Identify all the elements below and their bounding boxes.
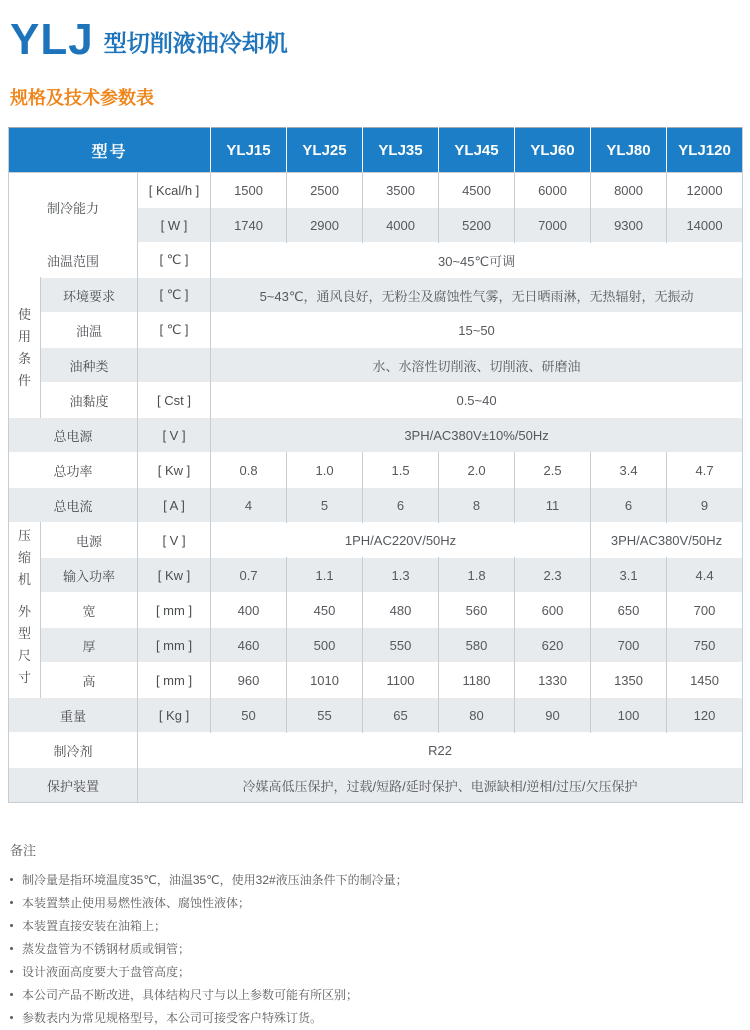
table-body xyxy=(9,173,743,803)
row-label: 油种类 xyxy=(41,348,138,383)
cell-value: 750 xyxy=(667,628,743,663)
table-row xyxy=(9,768,743,803)
cell-value-span: 5~43℃，通风良好，无粉尘及腐蚀性气雾，无日晒雨淋，无热辐射，无振动 xyxy=(211,278,743,313)
cell-value: 9 xyxy=(667,488,743,523)
cell-value: 0.8 xyxy=(211,453,287,488)
row-label: 输入功率 xyxy=(41,558,138,593)
cell-value: 2500 xyxy=(287,173,363,208)
col-header: YLJ15 xyxy=(211,128,287,173)
row-label: 保护装置 xyxy=(9,768,138,803)
row-group-label: 压缩机 xyxy=(9,523,41,593)
col-header: YLJ35 xyxy=(363,128,439,173)
row-unit: [ mm ] xyxy=(138,628,211,663)
row-group-label: 外型尺寸 xyxy=(9,593,41,698)
table-row xyxy=(9,523,743,558)
cell-value: 1350 xyxy=(591,663,667,698)
cell-value-span: 1PH/AC220V/50Hz xyxy=(211,523,591,558)
cell-value: 3500 xyxy=(363,173,439,208)
note-item xyxy=(10,961,730,983)
row-label: 制冷剂 xyxy=(9,733,138,768)
cell-value: 4000 xyxy=(363,208,439,243)
note-item xyxy=(10,938,730,960)
row-label: 宽 xyxy=(41,593,138,628)
row-label: 高 xyxy=(41,663,138,698)
table-row xyxy=(9,488,743,523)
note-item xyxy=(10,984,730,1006)
note-text: 本公司产品不断改进，具体结构尺寸与以上参数可能有所区别； xyxy=(22,988,359,1002)
cell-value: 650 xyxy=(591,593,667,628)
row-unit: [ V ] xyxy=(138,418,211,453)
note-text: 设计液面高度要大于盘管高度； xyxy=(22,965,191,979)
row-unit: [ mm ] xyxy=(138,663,211,698)
col-header: YLJ120 xyxy=(667,128,743,173)
cell-value: 2900 xyxy=(287,208,363,243)
row-label: 油温 xyxy=(41,313,138,348)
table-row xyxy=(9,733,743,768)
page-title xyxy=(10,15,288,64)
cell-value: 1500 xyxy=(211,173,287,208)
cell-value: 1180 xyxy=(439,663,515,698)
bullet-icon xyxy=(10,1016,13,1019)
cell-value: 1.8 xyxy=(439,558,515,593)
cell-value: 580 xyxy=(439,628,515,663)
cell-value: 1.3 xyxy=(363,558,439,593)
row-unit: [ Kw ] xyxy=(138,558,211,593)
cell-value: 600 xyxy=(515,593,591,628)
row-label: 总电流 xyxy=(9,488,138,523)
note-text: 蒸发盘管为不锈钢材质或铜管； xyxy=(22,942,191,956)
cell-value-span: 30~45℃可调 xyxy=(211,243,743,278)
cell-value: 6000 xyxy=(515,173,591,208)
table-row xyxy=(9,278,743,313)
cell-value: 90 xyxy=(515,698,591,733)
row-unit: [ Kcal/h ] xyxy=(138,173,211,208)
section-title: 规格及技术参数表 xyxy=(10,88,154,108)
cell-value: 120 xyxy=(667,698,743,733)
note-text: 制冷量是指环境温度35℃，油温35℃，使用32#液压油条件下的制冷量； xyxy=(22,873,408,887)
bullet-icon xyxy=(10,924,13,927)
notes-title: 备注 xyxy=(10,843,37,858)
cell-value: 0.7 xyxy=(211,558,287,593)
row-unit: [ ℃ ] xyxy=(138,278,211,313)
row-group-label: 使用条件 xyxy=(9,278,41,418)
table-row xyxy=(9,558,743,593)
page-title-text: 型切削液油冷却机 xyxy=(103,30,288,56)
note-item xyxy=(10,892,730,914)
cell-value: 65 xyxy=(363,698,439,733)
bullet-icon xyxy=(10,947,13,950)
row-label: 油温范围 xyxy=(9,243,138,278)
cell-value: 4 xyxy=(211,488,287,523)
cell-value: 4.4 xyxy=(667,558,743,593)
table-row xyxy=(9,383,743,418)
row-label: 环境要求 xyxy=(41,278,138,313)
cell-value: 560 xyxy=(439,593,515,628)
cell-value: 480 xyxy=(363,593,439,628)
cell-value: 1100 xyxy=(363,663,439,698)
cell-value: 500 xyxy=(287,628,363,663)
cell-value-span: 3PH/AC380V/50Hz xyxy=(591,523,743,558)
page-title-model: YLJ xyxy=(10,15,94,64)
bullet-icon xyxy=(10,993,13,996)
cell-value: 1450 xyxy=(667,663,743,698)
cell-value-span: 15~50 xyxy=(211,313,743,348)
notes-list xyxy=(10,869,730,1029)
bullet-icon xyxy=(10,878,13,881)
table-row xyxy=(9,593,743,628)
table-row xyxy=(9,453,743,488)
cell-value: 1.1 xyxy=(287,558,363,593)
note-item xyxy=(10,869,730,891)
row-label: 制冷能力 xyxy=(9,173,138,243)
cell-value: 3.4 xyxy=(591,453,667,488)
note-text: 本装置直接安装在油箱上； xyxy=(22,919,167,933)
note-item xyxy=(10,1007,730,1029)
note-text: 参数表内为常见规格型号，本公司可接受客户特殊订货。 xyxy=(22,1011,323,1025)
cell-value: 550 xyxy=(363,628,439,663)
cell-value: 2.0 xyxy=(439,453,515,488)
row-label: 油黏度 xyxy=(41,383,138,418)
cell-value: 2.5 xyxy=(515,453,591,488)
cell-value: 460 xyxy=(211,628,287,663)
cell-value: 3.1 xyxy=(591,558,667,593)
cell-value: 400 xyxy=(211,593,287,628)
cell-value: 55 xyxy=(287,698,363,733)
row-unit: [ ℃ ] xyxy=(138,243,211,278)
cell-value: 620 xyxy=(515,628,591,663)
cell-value: 1010 xyxy=(287,663,363,698)
table-row xyxy=(9,698,743,733)
spec-table xyxy=(8,127,743,803)
row-unit: [ V ] xyxy=(138,523,211,558)
table-row xyxy=(9,173,743,208)
cell-value: 5200 xyxy=(439,208,515,243)
table-row xyxy=(9,313,743,348)
cell-value: 6 xyxy=(591,488,667,523)
cell-value: 2.3 xyxy=(515,558,591,593)
cell-value: 1330 xyxy=(515,663,591,698)
cell-value: 8 xyxy=(439,488,515,523)
row-unit: [ mm ] xyxy=(138,593,211,628)
cell-value: 100 xyxy=(591,698,667,733)
cell-value: 4500 xyxy=(439,173,515,208)
note-item xyxy=(10,915,730,937)
cell-value: 6 xyxy=(363,488,439,523)
col-header: YLJ80 xyxy=(591,128,667,173)
row-label: 总电源 xyxy=(9,418,138,453)
row-unit: [ Kg ] xyxy=(138,698,211,733)
cell-value: 960 xyxy=(211,663,287,698)
table-row xyxy=(9,418,743,453)
cell-value: 5 xyxy=(287,488,363,523)
row-label: 总功率 xyxy=(9,453,138,488)
col-header: YLJ25 xyxy=(287,128,363,173)
cell-value: 4.7 xyxy=(667,453,743,488)
bullet-icon xyxy=(10,901,13,904)
cell-value: 80 xyxy=(439,698,515,733)
bullet-icon xyxy=(10,970,13,973)
header-row xyxy=(9,128,743,173)
row-label: 厚 xyxy=(41,628,138,663)
col-header-model: 型号 xyxy=(9,128,211,173)
row-unit: [ W ] xyxy=(138,208,211,243)
cell-value-span: R22 xyxy=(138,733,743,768)
cell-value: 1740 xyxy=(211,208,287,243)
cell-value-span: 冷媒高低压保护，过载/短路/延时保护、电源缺相/逆相/过压/欠压保护 xyxy=(138,768,743,803)
cell-value-span: 水、水溶性切削液、切削液、研磨油 xyxy=(211,348,743,383)
table-row xyxy=(9,663,743,698)
table-row xyxy=(9,348,743,383)
cell-value: 11 xyxy=(515,488,591,523)
cell-value: 8000 xyxy=(591,173,667,208)
cell-value-span: 0.5~40 xyxy=(211,383,743,418)
cell-value: 14000 xyxy=(667,208,743,243)
cell-value: 1.0 xyxy=(287,453,363,488)
cell-value: 7000 xyxy=(515,208,591,243)
cell-value: 450 xyxy=(287,593,363,628)
cell-value: 50 xyxy=(211,698,287,733)
row-label: 重量 xyxy=(9,698,138,733)
cell-value: 9300 xyxy=(591,208,667,243)
table-header xyxy=(9,128,743,173)
row-unit xyxy=(138,348,211,383)
row-label: 电源 xyxy=(41,523,138,558)
cell-value-span: 3PH/AC380V±10%/50Hz xyxy=(211,418,743,453)
table-row xyxy=(9,243,743,278)
col-header: YLJ60 xyxy=(515,128,591,173)
cell-value: 1.5 xyxy=(363,453,439,488)
table-row xyxy=(9,628,743,663)
row-unit: [ Cst ] xyxy=(138,383,211,418)
note-text: 本装置禁止使用易燃性液体、腐蚀性液体； xyxy=(22,896,251,910)
row-unit: [ ℃ ] xyxy=(138,313,211,348)
row-unit: [ Kw ] xyxy=(138,453,211,488)
cell-value: 700 xyxy=(667,593,743,628)
cell-value: 700 xyxy=(591,628,667,663)
row-unit: [ A ] xyxy=(138,488,211,523)
cell-value: 12000 xyxy=(667,173,743,208)
col-header: YLJ45 xyxy=(439,128,515,173)
notes-section xyxy=(10,840,730,1030)
